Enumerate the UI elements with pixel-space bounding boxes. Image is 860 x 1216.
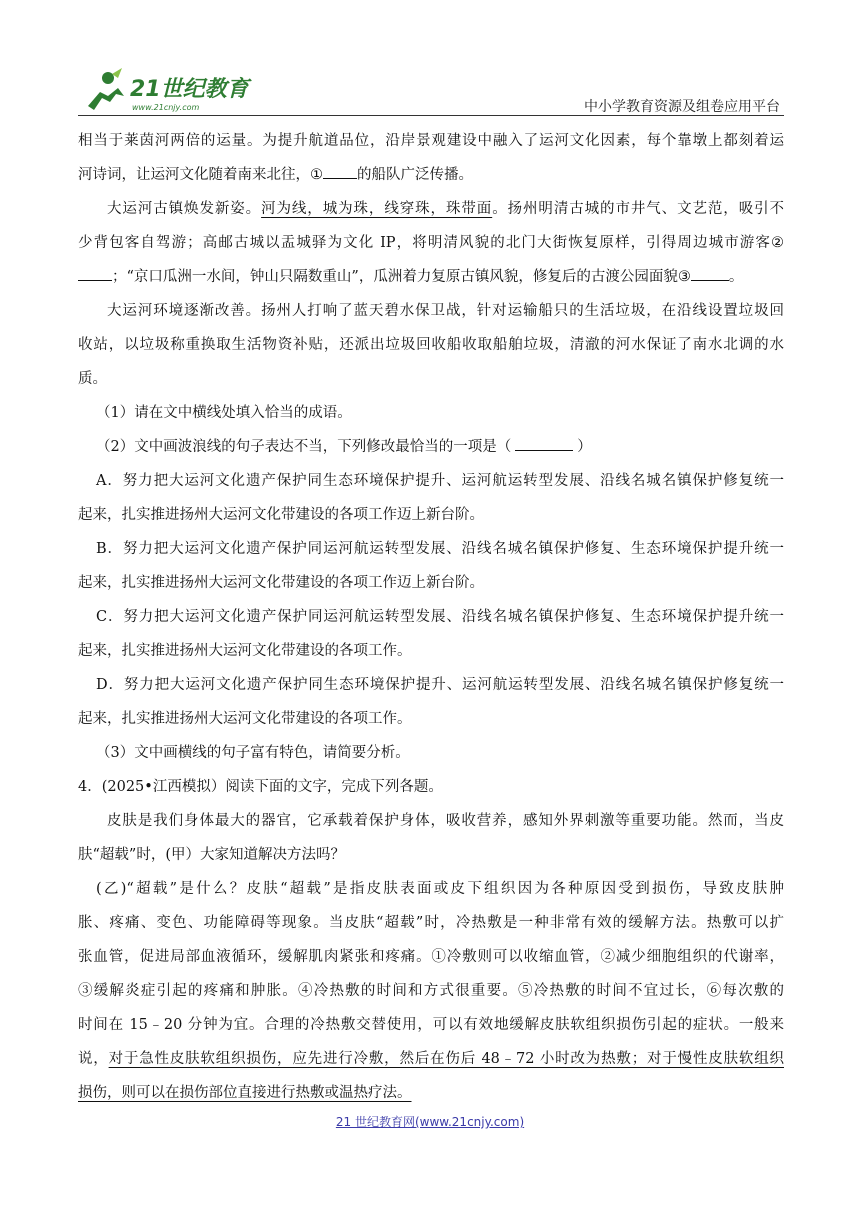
option-b-line2: 起来，扎实推进扬州大运河文化带建设的各项工作迈上新台阶。	[78, 575, 484, 591]
p5-line7	[78, 1076, 784, 1110]
running-figure-icon	[88, 68, 124, 110]
p3-line3: 质。	[78, 371, 107, 387]
question-4-heading: 4．(2025•江西模拟）阅读下面的文字，完成下列各题。	[78, 779, 443, 795]
p1-line1: 相当于莱茵河两倍的运量。为提升航道品位，沿岸景观建设中融入了运河文化因素，每个靠墩上都刻着运	[78, 133, 784, 149]
logo-text: 21世纪教育	[130, 77, 249, 102]
underlined-sentence-part2: 损伤，则可以在损伤部位直接进行热敷或温热疗法。	[78, 1085, 412, 1101]
question-1: （1）请在文中横线处填入恰当的成语。	[96, 405, 352, 421]
blank-marker-1: ①	[310, 167, 323, 183]
p4-line1: 皮肤是我们身体最大的器官，它承载着保护身体，吸收营养，感知外界刺激等重要功能。然而，当皮	[107, 813, 784, 829]
underlined-phrase: 河为线，城为珠，线穿珠，珠带面	[261, 201, 493, 217]
option-d-line1[interactable]: D．努力把大运河文化遗产保护同生态环境保护提升、运河航运转型发展、沿线名城名镇保护修复统一	[96, 677, 784, 693]
option-b-line1[interactable]: B．努力把大运河文化遗产保护同运河航运转型发展、沿线名城名镇保护修复、生态环境保护提升统一	[96, 541, 784, 557]
answer-blank-1[interactable]	[323, 163, 357, 179]
answer-blank-2[interactable]	[78, 265, 112, 281]
blank-marker-2: ②	[771, 235, 784, 251]
p2-line1: 大运河古镇焕发新姿。河为线，城为珠，线穿珠，珠带面。扬州明清古城的市井气、文艺范，吸引不	[107, 201, 784, 217]
p3-line2: 收站，以垃圾称重换取生活物资补贴，还派出垃圾回收船收取船舶垃圾，清澈的河水保证了南水北调的水	[78, 337, 784, 353]
p4-line2: 肤“超载”时，(甲）大家知道解决方法吗？	[78, 847, 345, 863]
answer-blank-3[interactable]	[691, 265, 729, 281]
question-2: （2）文中画波浪线的句子表达不当，下列修改最恰当的一项是（ ）	[78, 430, 784, 464]
option-c-line1[interactable]: C．努力把大运河文化遗产保护同运河航运转型发展、沿线名城名镇保护修复、生态环境保护提升统一	[96, 609, 784, 625]
blank-marker-3: ③	[677, 269, 691, 285]
p3-line1: 大运河环境逐渐改善。扬州人打响了蓝天碧水保卫战，针对运输船只的生活垃圾，在沿线设置垃圾回	[107, 303, 784, 319]
logo	[78, 66, 278, 114]
answer-blank-q2[interactable]	[515, 435, 573, 451]
p5-line3: 张血管，促进局部血液循环，缓解肌肉紧张和疼痛。①冷敷则可以收缩血管，②减少细胞组织的代谢率，	[78, 949, 784, 965]
underlined-sentence-part1: 对于急性皮肤软组织损伤，应先进行冷敷，然后在伤后 48﹣72 小时改为热敷；对于慢性皮肤软组织	[108, 1051, 784, 1067]
question-3: （3）文中画横线的句子富有特色，请简要分析。	[96, 745, 410, 761]
header-divider	[78, 115, 784, 116]
option-a-line1[interactable]: A．努力把大运河文化遗产保护同生态环境保护提升、运河航运转型发展、沿线名城名镇保护修复统一	[96, 473, 784, 489]
p2-line2: 少背包客自驾游；高邮古城以盂城驿为文化 IP，将明清风貌的北门大街恢复原样，引得周边城市游客②	[78, 235, 784, 251]
option-c-line2: 起来，扎实推进扬州大运河文化带建设的各项工作。	[78, 643, 412, 659]
platform-title: 中小学教育资源及组卷应用平台	[584, 99, 780, 115]
p5-line4: ③缓解炎症引起的疼痛和肿胀。④冷热敷的时间和方式很重要。⑤冷热敷的时间不宜过长，⑥每次敷的	[78, 983, 784, 999]
page-header	[78, 66, 784, 116]
option-d-line2: 起来，扎实推进扬州大运河文化带建设的各项工作。	[78, 711, 412, 727]
p5-line1: (乙)“超载”是什么？皮肤“超载”是指皮肤表面或皮下组织因为各种原因受到损伤，导致皮肤肿	[96, 881, 784, 897]
footer-link[interactable]: 21 世纪教育网(www.21cnjy.com)	[335, 1115, 525, 1129]
p5-line5: 时间在 15﹣20 分钟为宜。合理的冷热敷交替使用，可以有效地缓解皮肤软组织损伤引起的症状。一般来	[78, 1017, 784, 1033]
document-body	[78, 124, 784, 1110]
p2-line3: ；“京口瓜洲一水间，钟山只隔数重山”，瓜洲着力复原古镇风貌，修复后的古渡公园面貌③ 。	[78, 260, 784, 294]
p1-line2: 河诗词，让运河文化随着南来北往，① 的船队广泛传播。	[78, 158, 784, 192]
p5-line2: 胀、疼痛、变色、功能障碍等现象。当皮肤“超载”时，冷热敷是一种非常有效的缓解方法。热敷可以扩	[78, 915, 784, 931]
p5-line6: 说，对于急性皮肤软组织损伤，应先进行冷敷，然后在伤后 48﹣72 小时改为热敷；对于慢性皮肤软组织	[78, 1051, 784, 1067]
option-a-line2: 起来，扎实推进扬州大运河文化带建设的各项工作迈上新台阶。	[78, 507, 484, 523]
logo-subtext: www.21cnjy.com	[132, 103, 200, 112]
